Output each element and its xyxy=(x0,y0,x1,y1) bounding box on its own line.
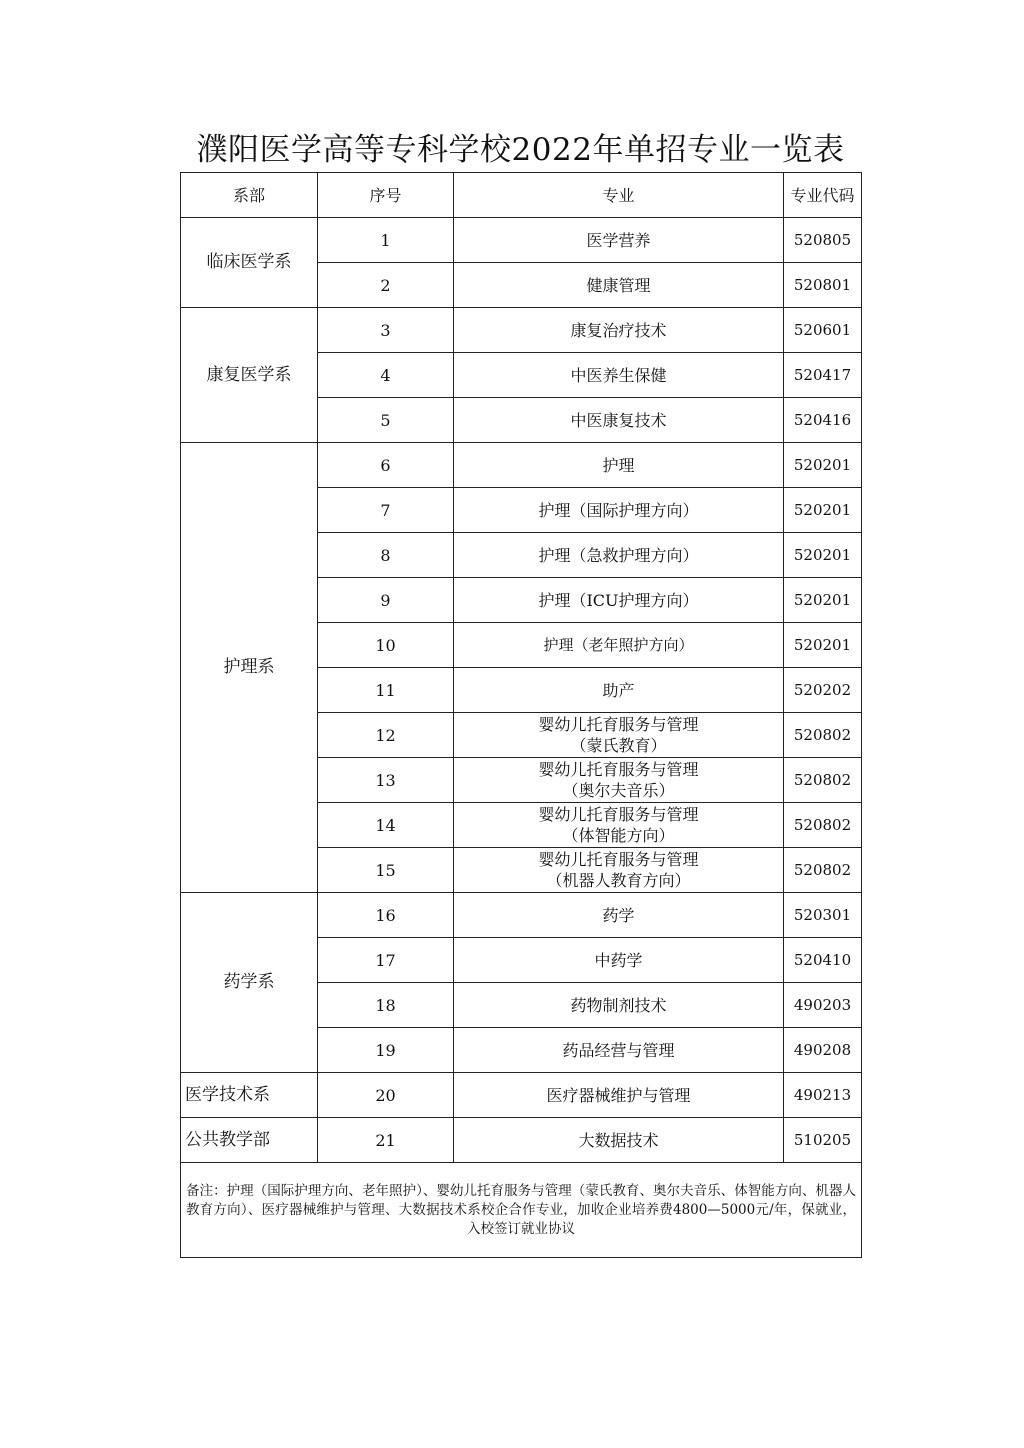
major-cell: 康复治疗技术 xyxy=(454,308,784,353)
major-cell: 健康管理 xyxy=(454,263,784,308)
major-cell: 药物制剂技术 xyxy=(454,983,784,1028)
number-cell: 2 xyxy=(318,263,454,308)
code-cell: 520416 xyxy=(784,398,862,443)
code-cell: 520201 xyxy=(784,623,862,668)
major-line: 婴幼儿托育服务与管理 xyxy=(538,805,699,824)
code-cell: 520802 xyxy=(784,713,862,758)
note-cell xyxy=(181,1163,862,1258)
code-cell: 520802 xyxy=(784,803,862,848)
number-cell: 4 xyxy=(318,353,454,398)
code-cell: 490208 xyxy=(784,1028,862,1073)
table-header-row xyxy=(181,173,862,218)
table-row xyxy=(181,1073,862,1118)
number-cell: 17 xyxy=(318,938,454,983)
header-number: 序号 xyxy=(318,173,454,218)
number-cell: 12 xyxy=(318,713,454,758)
major-cell: 大数据技术 xyxy=(454,1118,784,1163)
major-cell: 助产 xyxy=(454,668,784,713)
major-cell xyxy=(454,803,784,848)
major-cell xyxy=(454,758,784,803)
number-cell: 20 xyxy=(318,1073,454,1118)
number-cell: 6 xyxy=(318,443,454,488)
code-cell: 520417 xyxy=(784,353,862,398)
number-cell: 11 xyxy=(318,668,454,713)
number-cell: 3 xyxy=(318,308,454,353)
department-cell: 药学系 xyxy=(181,893,318,1073)
code-cell: 520801 xyxy=(784,263,862,308)
page-title: 濮阳医学高等专科学校2022年单招专业一览表 xyxy=(196,132,845,168)
major-cell: 中医康复技术 xyxy=(454,398,784,443)
note-row xyxy=(181,1163,862,1258)
table-row xyxy=(181,443,862,488)
number-cell: 10 xyxy=(318,623,454,668)
table-row xyxy=(181,1118,862,1163)
code-cell: 520201 xyxy=(784,533,862,578)
header-department: 系部 xyxy=(181,173,318,218)
code-cell: 520805 xyxy=(784,218,862,263)
department-cell: 临床医学系 xyxy=(181,218,318,308)
major-cell: 护理（ICU护理方向） xyxy=(454,578,784,623)
code-cell: 520201 xyxy=(784,443,862,488)
department-cell: 康复医学系 xyxy=(181,308,318,443)
code-cell: 490213 xyxy=(784,1073,862,1118)
major-cell: 药学 xyxy=(454,893,784,938)
code-cell: 520201 xyxy=(784,578,862,623)
major-cell: 护理（国际护理方向） xyxy=(454,488,784,533)
number-cell: 1 xyxy=(318,218,454,263)
number-cell: 13 xyxy=(318,758,454,803)
header-major: 专业 xyxy=(454,173,784,218)
table-row xyxy=(181,218,862,263)
note-text: 备注：护理（国际护理方向、老年照护）、婴幼儿托育服务与管理（蒙氏教育、奥尔夫音乐、体智能方向、机器人教育方向）、医疗器械维护与管理、大数据技术系校企合作专业，加收企业培养费4800—5000元/年，保就业，入校签订就业协议 xyxy=(186,1182,856,1237)
major-subline: （奥尔夫音乐） xyxy=(562,781,675,800)
code-cell: 520601 xyxy=(784,308,862,353)
major-cell: 中药学 xyxy=(454,938,784,983)
major-cell xyxy=(454,848,784,893)
major-subline: （体智能方向） xyxy=(562,826,675,845)
major-subline: （机器人教育方向） xyxy=(546,871,691,890)
major-line: 婴幼儿托育服务与管理 xyxy=(538,715,699,734)
code-cell: 520202 xyxy=(784,668,862,713)
code-cell: 520802 xyxy=(784,758,862,803)
major-cell: 医疗器械维护与管理 xyxy=(454,1073,784,1118)
table-row xyxy=(181,308,862,353)
number-cell: 8 xyxy=(318,533,454,578)
code-cell: 520201 xyxy=(784,488,862,533)
major-line: 婴幼儿托育服务与管理 xyxy=(538,850,699,869)
header-code: 专业代码 xyxy=(784,173,862,218)
number-cell: 14 xyxy=(318,803,454,848)
major-cell: 药品经营与管理 xyxy=(454,1028,784,1073)
code-cell: 490203 xyxy=(784,983,862,1028)
number-cell: 5 xyxy=(318,398,454,443)
majors-table xyxy=(180,172,862,1258)
major-cell xyxy=(454,713,784,758)
code-cell: 520410 xyxy=(784,938,862,983)
number-cell: 7 xyxy=(318,488,454,533)
number-cell: 21 xyxy=(318,1118,454,1163)
code-cell: 520802 xyxy=(784,848,862,893)
number-cell: 15 xyxy=(318,848,454,893)
code-cell: 510205 xyxy=(784,1118,862,1163)
table-row xyxy=(181,893,862,938)
major-cell: 医学营养 xyxy=(454,218,784,263)
code-cell: 520301 xyxy=(784,893,862,938)
department-cell: 医学技术系 xyxy=(181,1073,318,1118)
number-cell: 16 xyxy=(318,893,454,938)
major-cell: 护理（急救护理方向） xyxy=(454,533,784,578)
department-cell: 护理系 xyxy=(181,443,318,893)
number-cell: 19 xyxy=(318,1028,454,1073)
major-cell: 护理 xyxy=(454,443,784,488)
major-line: 婴幼儿托育服务与管理 xyxy=(538,760,699,779)
major-cell: 中医养生保健 xyxy=(454,353,784,398)
major-cell: 护理（老年照护方向） xyxy=(454,623,784,668)
department-cell: 公共教学部 xyxy=(181,1118,318,1163)
number-cell: 18 xyxy=(318,983,454,1028)
number-cell: 9 xyxy=(318,578,454,623)
major-subline: （蒙氏教育） xyxy=(570,736,667,755)
